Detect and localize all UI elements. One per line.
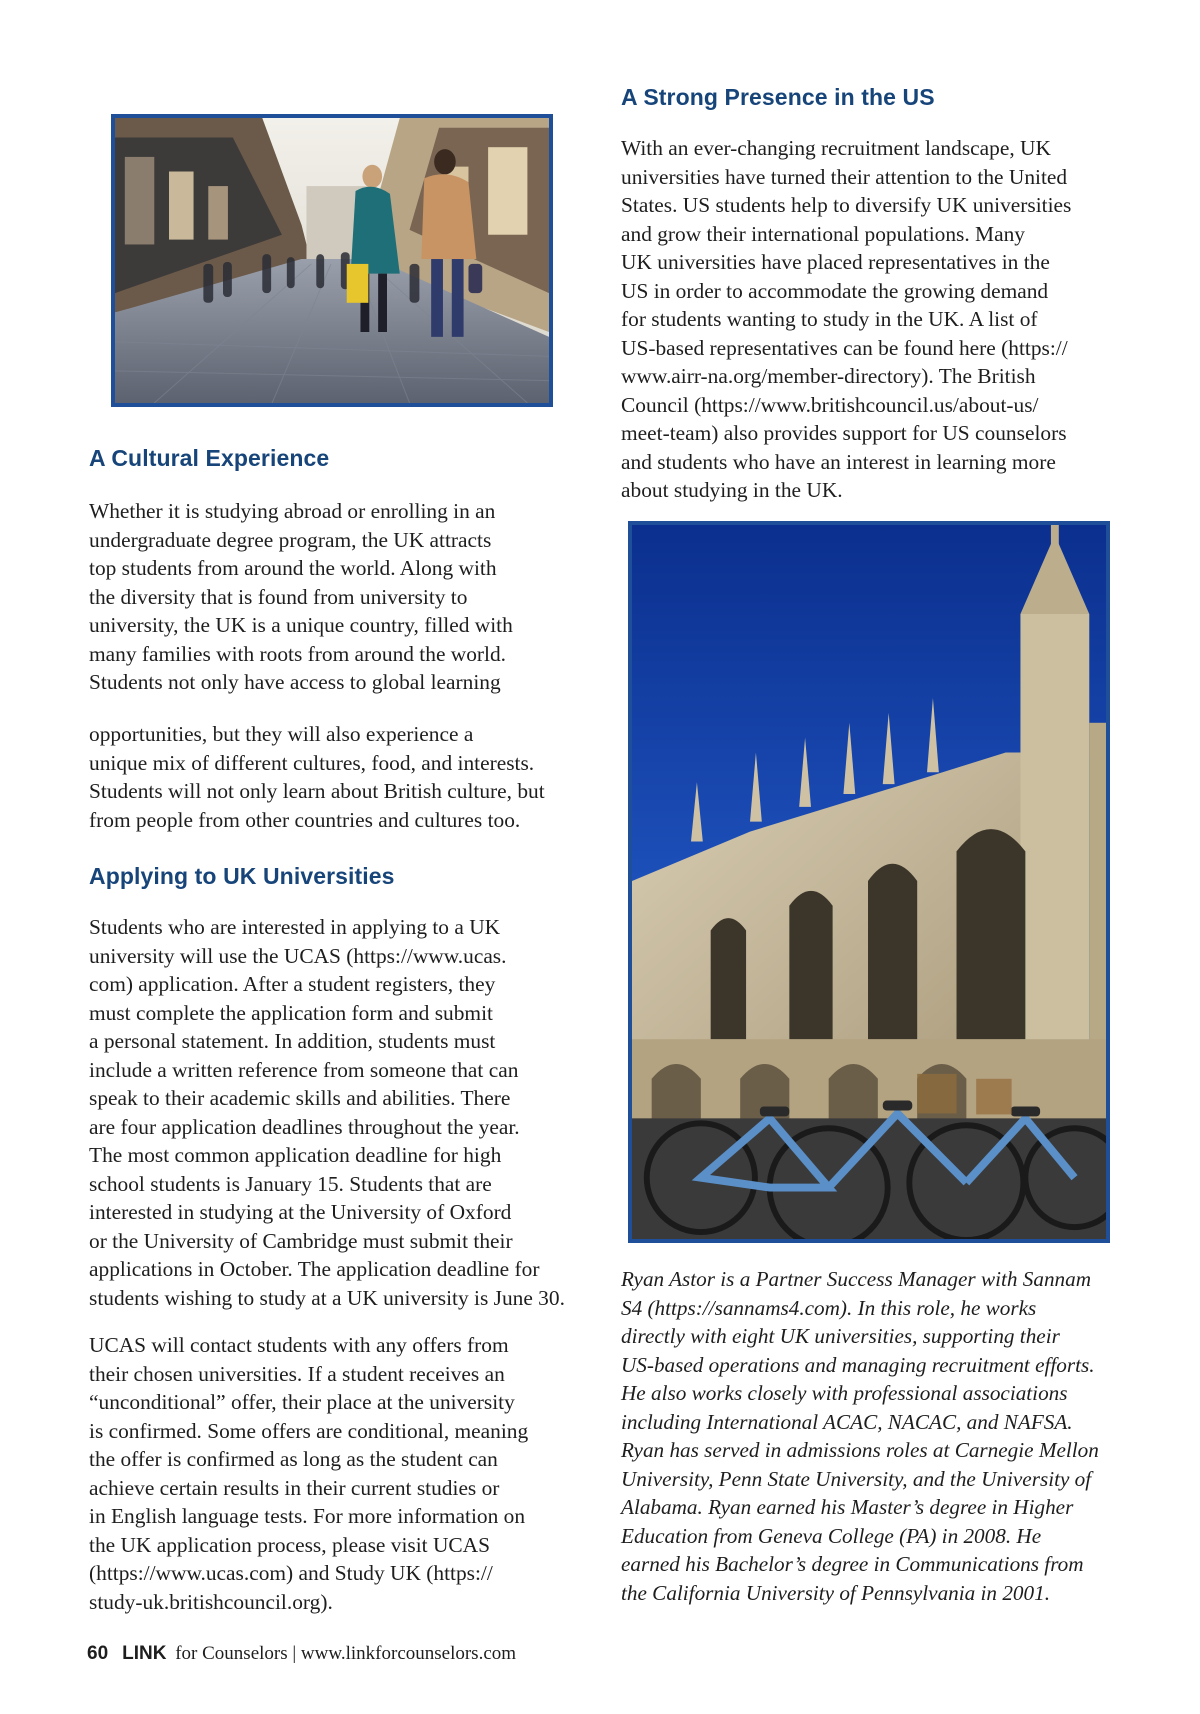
cultural-experience-heading: A Cultural Experience — [89, 445, 330, 471]
footer-site: for Counselors | www.linkforcounselors.com — [175, 1643, 517, 1664]
street-scene-image — [115, 118, 549, 403]
page-number: 60 — [87, 1643, 109, 1664]
page-footer — [87, 1642, 516, 1666]
strong-presence-heading: A Strong Presence in the US — [621, 84, 935, 110]
author-bio-text: Ryan Astor is a Partner Success Manager with Sannam S4 (https://sannams4.com). In this role, he works directly with eight UK universities, supporting their US-based operations and managing recruitment efforts. He also works closely with professional associations including International ACAC, NACAC, and NAFSA. Ryan has served in admissions roles at Carnegie Mellon University, Penn State University, and the University of Alabama. Ryan earned his Master’s degree in Higher Education from Geneva College (PA) in 2008. He earned his Bachelor’s degree in Communications from the California University of Pennsylvania in 2001. — [621, 1267, 1099, 1605]
presence-paragraph: With an ever-changing recruitment landscape, UK universities have turned their attention to the United States. US students help to diversify UK universities and grow their international populations. Many UK universities have placed representatives in the US in order to accommodate the growing demand for students wanting to study in the UK. A list of US-based representatives can be found here (https:// www.airr-na.org/member-directory). The British Council (https://www.britishcouncil.us/about-us/ meet-team) also provides support for US counselors and students who have an interest in learning more about studying in the UK. — [621, 136, 1072, 502]
cultural-paragraph-2: opportunities, but they will also experience a unique mix of different cultures, food, and interests. Students will not only learn about British culture, but from people from other countries and cultures too. — [89, 722, 545, 832]
author-bio-caption — [621, 1265, 1181, 1607]
applying-paragraph-2: UCAS will contact students with any offers from their chosen universities. If a student receives an “unconditional” offer, their place at the university is confirmed. Some offers are conditional, meaning the offer is confirmed as long as the student can achieve certain results in their current studies or in English language tests. For more information on the UK application process, please visit UCAS (https://www.ucas.com) and Study UK (https:// study-uk.britishcouncil.org). — [89, 1333, 529, 1614]
applying-heading: Applying to UK Universities — [89, 863, 395, 889]
street-photo — [111, 114, 553, 407]
cultural-paragraph-1: Whether it is studying abroad or enrolling in an undergraduate degree program, the UK attracts top students from around the world. Along with the diversity that is found from university to university, the UK is a unique country, filled with many families with roots from around the world. Students not only have access to global learning — [89, 499, 513, 694]
magazine-brand: LINK — [122, 1643, 167, 1664]
applying-paragraph-1: Students who are interested in applying to a UK university will use the UCAS (https://www.ucas. com) application. After a student registers, they must complete the application form and submit a personal statement. In addition, students must include a written reference from someone that can speak to their academic skills and abilities. There are four application deadlines throughout the year. The most common application deadline for high school students is January 15. Students that are interested in studying at the University of Oxford or the University of Cambridge must submit their applications in October. The application deadline for students wishing to study at a UK university is June 30. — [89, 915, 565, 1310]
kings-college-photo — [628, 521, 1110, 1243]
chapel-bicycles-image — [632, 525, 1106, 1239]
